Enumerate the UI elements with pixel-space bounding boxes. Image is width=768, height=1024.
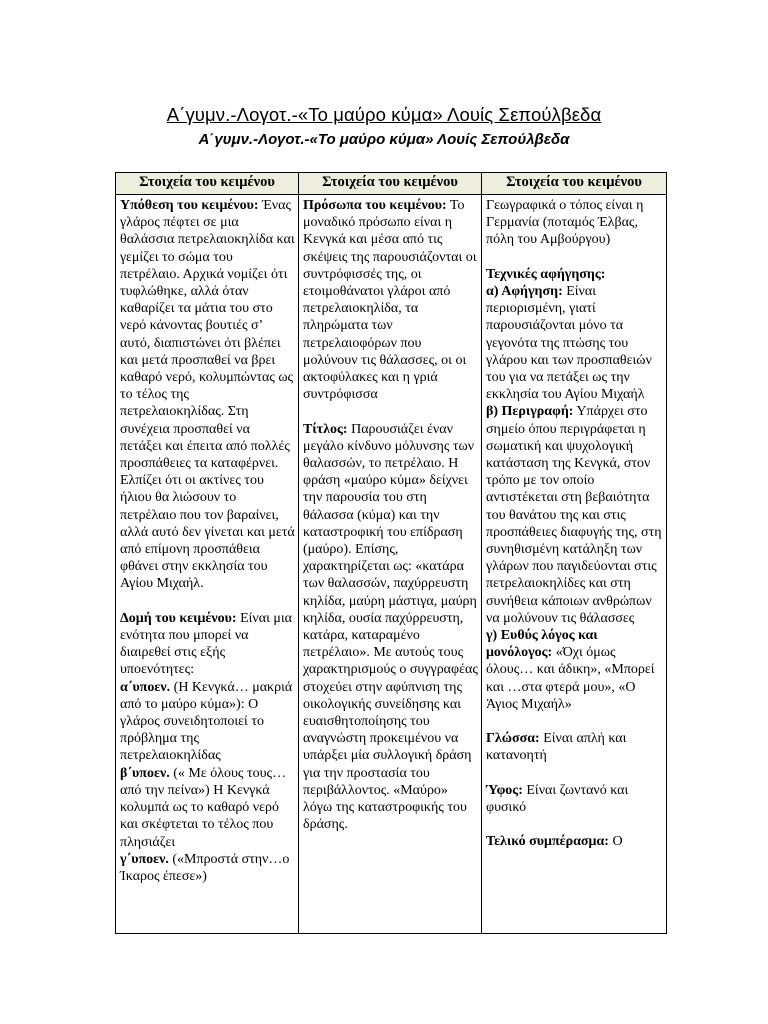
speech-text: «Όχι όμως όλους… και άδικη», «Μπορεί και …στα φτερά μου», «Ο Άγιος Μιχαήλ» (486, 645, 655, 712)
narration-label: α) Αφήγηση: (486, 284, 563, 299)
subunit-b (120, 765, 295, 851)
conclusion-label: Τελικό συμπέρασμα: (486, 834, 609, 850)
narration-text: Είναι περιορισμένη, γιατί παρουσιάζονται μόνο τα γεγονότα της πτώσης του γλάρου και των προσπαθειών του για να πετάξει ως την εκκλησία του Αγίου Μιχαήλ (486, 284, 652, 403)
speech-label: γ) Ευθύς λόγος και μονόλογος: (486, 628, 598, 661)
plot-label: Υπόθεση του κειμένου: (120, 198, 259, 213)
table-row (116, 195, 667, 934)
subunit-g-label: γ΄υποεν. (120, 851, 169, 867)
style-text: Είναι ζωντανό και φυσικό (486, 782, 629, 816)
subunit-a-label: α΄υποεν. (120, 679, 171, 695)
persons-paragraph (303, 197, 478, 403)
title-analysis-text: Παρουσιάζει έναν μεγάλο κίνδυνο μόλυνσης των θαλασσών, το πετρέλαιο. Η φράση «μαύρο κύμα» δείχνει την παρουσία του στη θάλασσα (κύμα) και την καταστροφική του επίδραση (μαύρο). Επίσης, χαρακτηρίζεται ως: «κατάρα των θαλασσών, παχύρρευστη κηλίδα, μαύρη μάστιγα, μαύρη κηλίδα, ουσία παχύρρευστη, κατάρα, καταραμένο πετρέλαιο». Με αυτούς τους χαρακτηρισμούς ο συγγραφέας στοχεύει στην αφύπνιση της οικολογικής συνείδησης και ευαισθητοποίησης του αναγνώστη προκειμένου να υπάρξει μία συλλογική δράση για την προστασία του περιβάλλοντος. «Μαύρο» λόγω της καταστροφικής του δράσης. (303, 421, 478, 833)
description-label: β) Περιγραφή: (486, 404, 574, 420)
column-3-cell (482, 195, 667, 934)
persons-label: Πρόσωπα του κειμένου: (303, 198, 447, 213)
column-header: Στοιχεία του κειμένου (116, 173, 299, 195)
table-header-row (116, 173, 667, 195)
speech-paragraph (486, 627, 663, 713)
style-paragraph (486, 782, 663, 816)
document-subtitle: Α΄γυμν.-Λογοτ.-«Το μαύρο κύμα» Λουίς Σεπούλβεδα (198, 131, 570, 148)
column-header: Στοιχεία του κειμένου (482, 173, 667, 195)
subunit-a-text: (Η Κενγκά… μακριά από το μαύρο κύμα»): Ο γλάρος συνειδητοποιεί το πρόβλημα της πετρελαιοκηλίδας (120, 679, 293, 764)
narrative-techniques-heading: Τεχνικές αφήγησης: (486, 266, 606, 282)
column-header: Στοιχεία του κειμένου (299, 173, 482, 195)
conclusion-paragraph (486, 833, 663, 850)
subunit-b-text: (« Με όλους τους…από την πείνα») Η Κενγκά κολυμπά ως το καθαρό νερό και σκέφτεται το τέλος που πλησιάζει (120, 765, 287, 850)
language-paragraph (486, 730, 663, 764)
structure-label: Δομή του κειμένου: (120, 610, 237, 626)
description-text: Υπάρχει στο σημείο όπου περιγράφεται η σωματική και ψυχολογική κατάσταση της Κενγκά, στον τρόπο με τον οποίο αντιστέκεται στη βεβαιότητα του θανάτου της και στις προσπάθειες διαφυγής της, στη συνηθισμένη κατάληξη των γλάρων που παγιδεύονται στις πετρελαιοκηλίδες και στη συνήθεια κάποιων ανθρώπων να μολύνουν τις θάλασσες (486, 404, 662, 626)
title-analysis-label: Τίτλος: (303, 421, 348, 437)
column-2-cell (299, 195, 482, 934)
content-table (115, 172, 667, 934)
conclusion-text: Ο (608, 834, 623, 850)
narration-paragraph (486, 283, 663, 403)
title-analysis-paragraph (303, 421, 478, 834)
subunit-g (120, 851, 295, 885)
column-1-cell (116, 195, 299, 934)
language-label: Γλώσσα: (486, 731, 540, 747)
language-text: Είναι απλή και κατανοητή (486, 731, 627, 764)
subunit-b-label: β΄υποεν. (120, 765, 170, 781)
style-label: Ύφος: (486, 782, 523, 798)
description-paragraph (486, 403, 663, 627)
document-title: Α΄γυμν.-Λογοτ.-«Το μαύρο κύμα» Λουίς Σεπούλβεδα (166, 104, 602, 125)
subunit-a (120, 679, 295, 765)
structure-text: Είναι μια ενότητα που μπορεί να διαιρεθεί στις εξής υποενότητες: (120, 610, 292, 678)
structure-paragraph (120, 610, 295, 679)
setting-paragraph: Γεωγραφικά ο τόπος είναι η Γερμανία (ποταμός Έλβας, πόλη του Αμβούργου) (486, 198, 644, 248)
plot-paragraph (120, 197, 295, 593)
persons-text: Το μοναδικό πρόσωπο είναι η Κενγκά και μέσα από τις σκέψεις της παρουσιάζονται οι συντρόφισσές της, οι ετοιμοθάνατοι γλάροι από πετρελαιοκηλίδα, τα πληρώματα των πετρελαιοφόρων που μολύνουν τις θάλασσες, οι οι ακτοφύλακες και η γριά συντρόφισσα (303, 198, 477, 403)
subunit-g-text: («Μπροστά στην…ο Ίκαρος έπεσε») (120, 851, 290, 884)
plot-text: Ένας γλάρος πέφτει σε μια θαλάσσια πετρελαιοκηλίδα και γεμίζει το σώμα του πετρέλαιο. Αρχικά νομίζει ότι τυφλώθηκε, αλλά όταν καθαρίζει τα μάτια του στο νερό κάνοντας βουτιές σ’ αυτό, διαπιστώνει ότι βλέπει και μετά προσπαθεί να βρει καθαρό νερό, κολυμπώντας ως το τέλος της πετρελαιοκηλίδας. Στη συνέχεια προσπαθεί να πετάξει και έπειτα από πολλές προσπάθειες τα καταφέρνει. Ελπίζει ότι οι ακτίνες του ήλιου θα λιώσουν το πετρέλαιο που τον βαραίνει, αλλά αυτό δεν γίνεται και μετά από επίμονη προσπάθεια φθάνει στην εκκλησία του Αγίου Μιχαήλ. (120, 198, 295, 592)
